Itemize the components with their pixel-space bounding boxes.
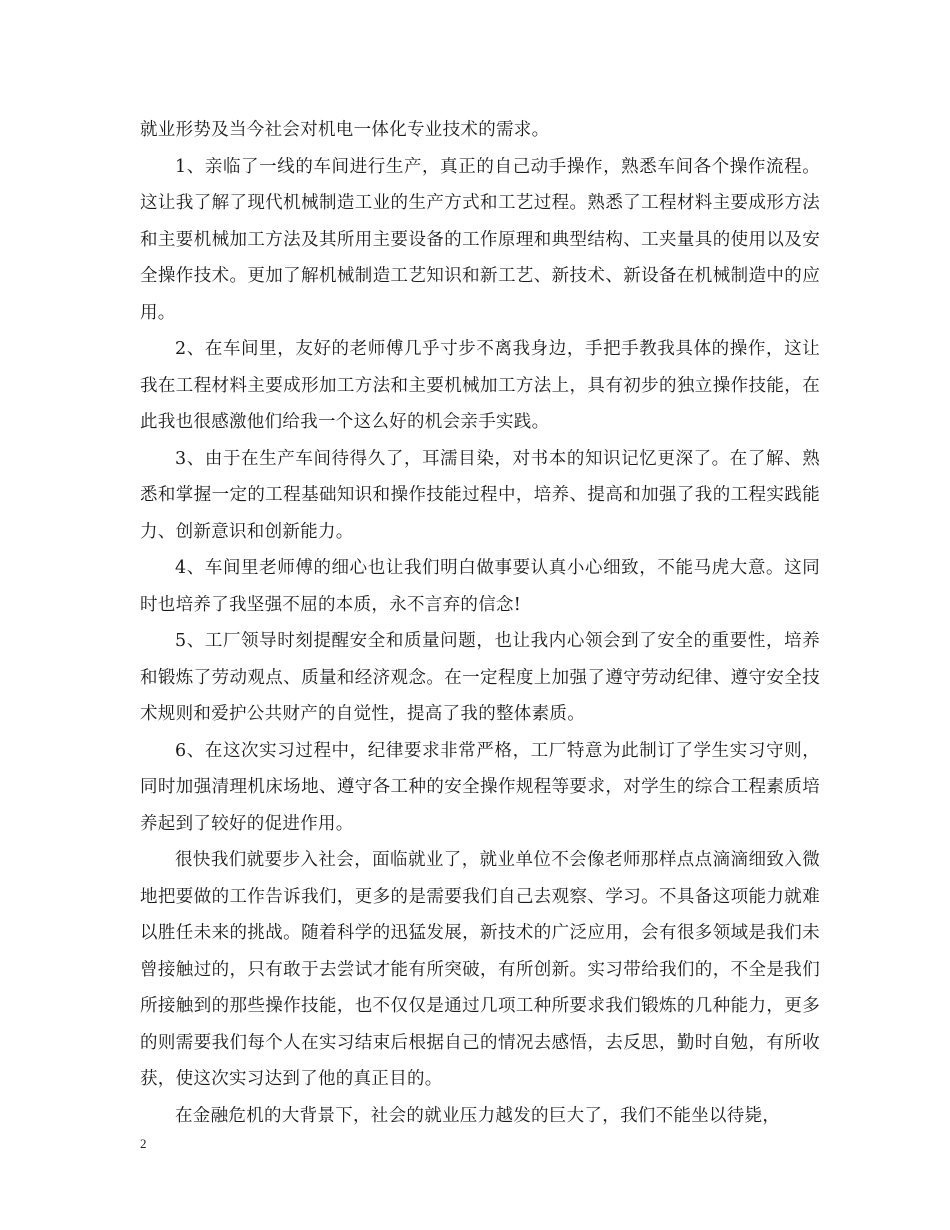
page-number: 2 xyxy=(140,1136,147,1151)
paragraph-closing: 在金融危机的大背景下，社会的就业压力越发的巨大了，我们不能坐以待毙， xyxy=(175,1105,781,1126)
paragraph-reflection: 很快我们就要步入社会，面临就业了，就业单位不会像老师那样点点滴滴细致入微地把要做的工作告诉我们，更多的是需要我们自己去观察、学习。不具备这项能力就难以胜任未来的挑战。随着科学的迅猛发展，新技术的广泛应用，会有很多领域是我们未曾接触过的，只有敢于去尝试才能有所突破，有所创新。实习带给我们的，不全是我们所接触到的那些操作技能，也不仅仅是通过几项工种所要求我们锻炼的几种能力，更多的则需要我们每个人在实习结束后根据自己的情况去感悟，去反思，勤时自勉，有所收获，使这次实习达到了他的真正目的。 xyxy=(140,850,820,1089)
document-page xyxy=(140,112,820,1134)
paragraph-item-1: 1、亲临了一线的车间进行生产，真正的自己动手操作，熟悉车间各个操作流程。这让我了解了现代机械制造工业的生产方式和工艺过程。熟悉了工程材料主要成形方法和主要机械加工方法及其所用主要设备的工作原理和典型结构、工夹量具的使用以及安全操作技术。更加了解机械制造工艺知识和新工艺、新技术、新设备在机械制造中的应用。 xyxy=(140,156,820,323)
paragraph-intro: 就业形势及当今社会对机电一体化专业技术的需求。 xyxy=(140,120,550,140)
paragraph-item-5: 5、工厂领导时刻提醒安全和质量问题，也让我内心领会到了安全的重要性，培养和锻炼了劳动观点、质量和经济观念。在一定程度上加强了遵守劳动纪律、遵守安全技术规则和爱护公共财产的自觉性，提高了我的整体素质。 xyxy=(140,631,820,724)
paragraph-item-2: 2、在车间里，友好的老师傅几乎寸步不离我身边，手把手教我具体的操作，这让我在工程材料主要成形加工方法和主要机械加工方法上，具有初步的独立操作技能，在此我也很感激他们给我一个这么好的机会亲手实践。 xyxy=(140,339,820,432)
paragraph-item-4: 4、车间里老师傅的细心也让我们明白做事要认真小心细致，不能马虎大意。这同时也培养了我坚强不屈的本质，永不言弃的信念! xyxy=(140,558,820,615)
paragraph-item-3: 3、由于在生产车间待得久了，耳濡目染，对书本的知识记忆更深了。在了解、熟悉和掌握一定的工程基础知识和操作技能过程中，培养、提高和加强了我的工程实践能力、创新意识和创新能力。 xyxy=(140,448,820,542)
paragraph-item-6: 6、在这次实习过程中，纪律要求非常严格，工厂特意为此制订了学生实习守则，同时加强清理机床场地、遵守各工种的安全操作规程等要求，对学生的综合工程素质培养起到了较好的促进作用。 xyxy=(140,740,820,834)
